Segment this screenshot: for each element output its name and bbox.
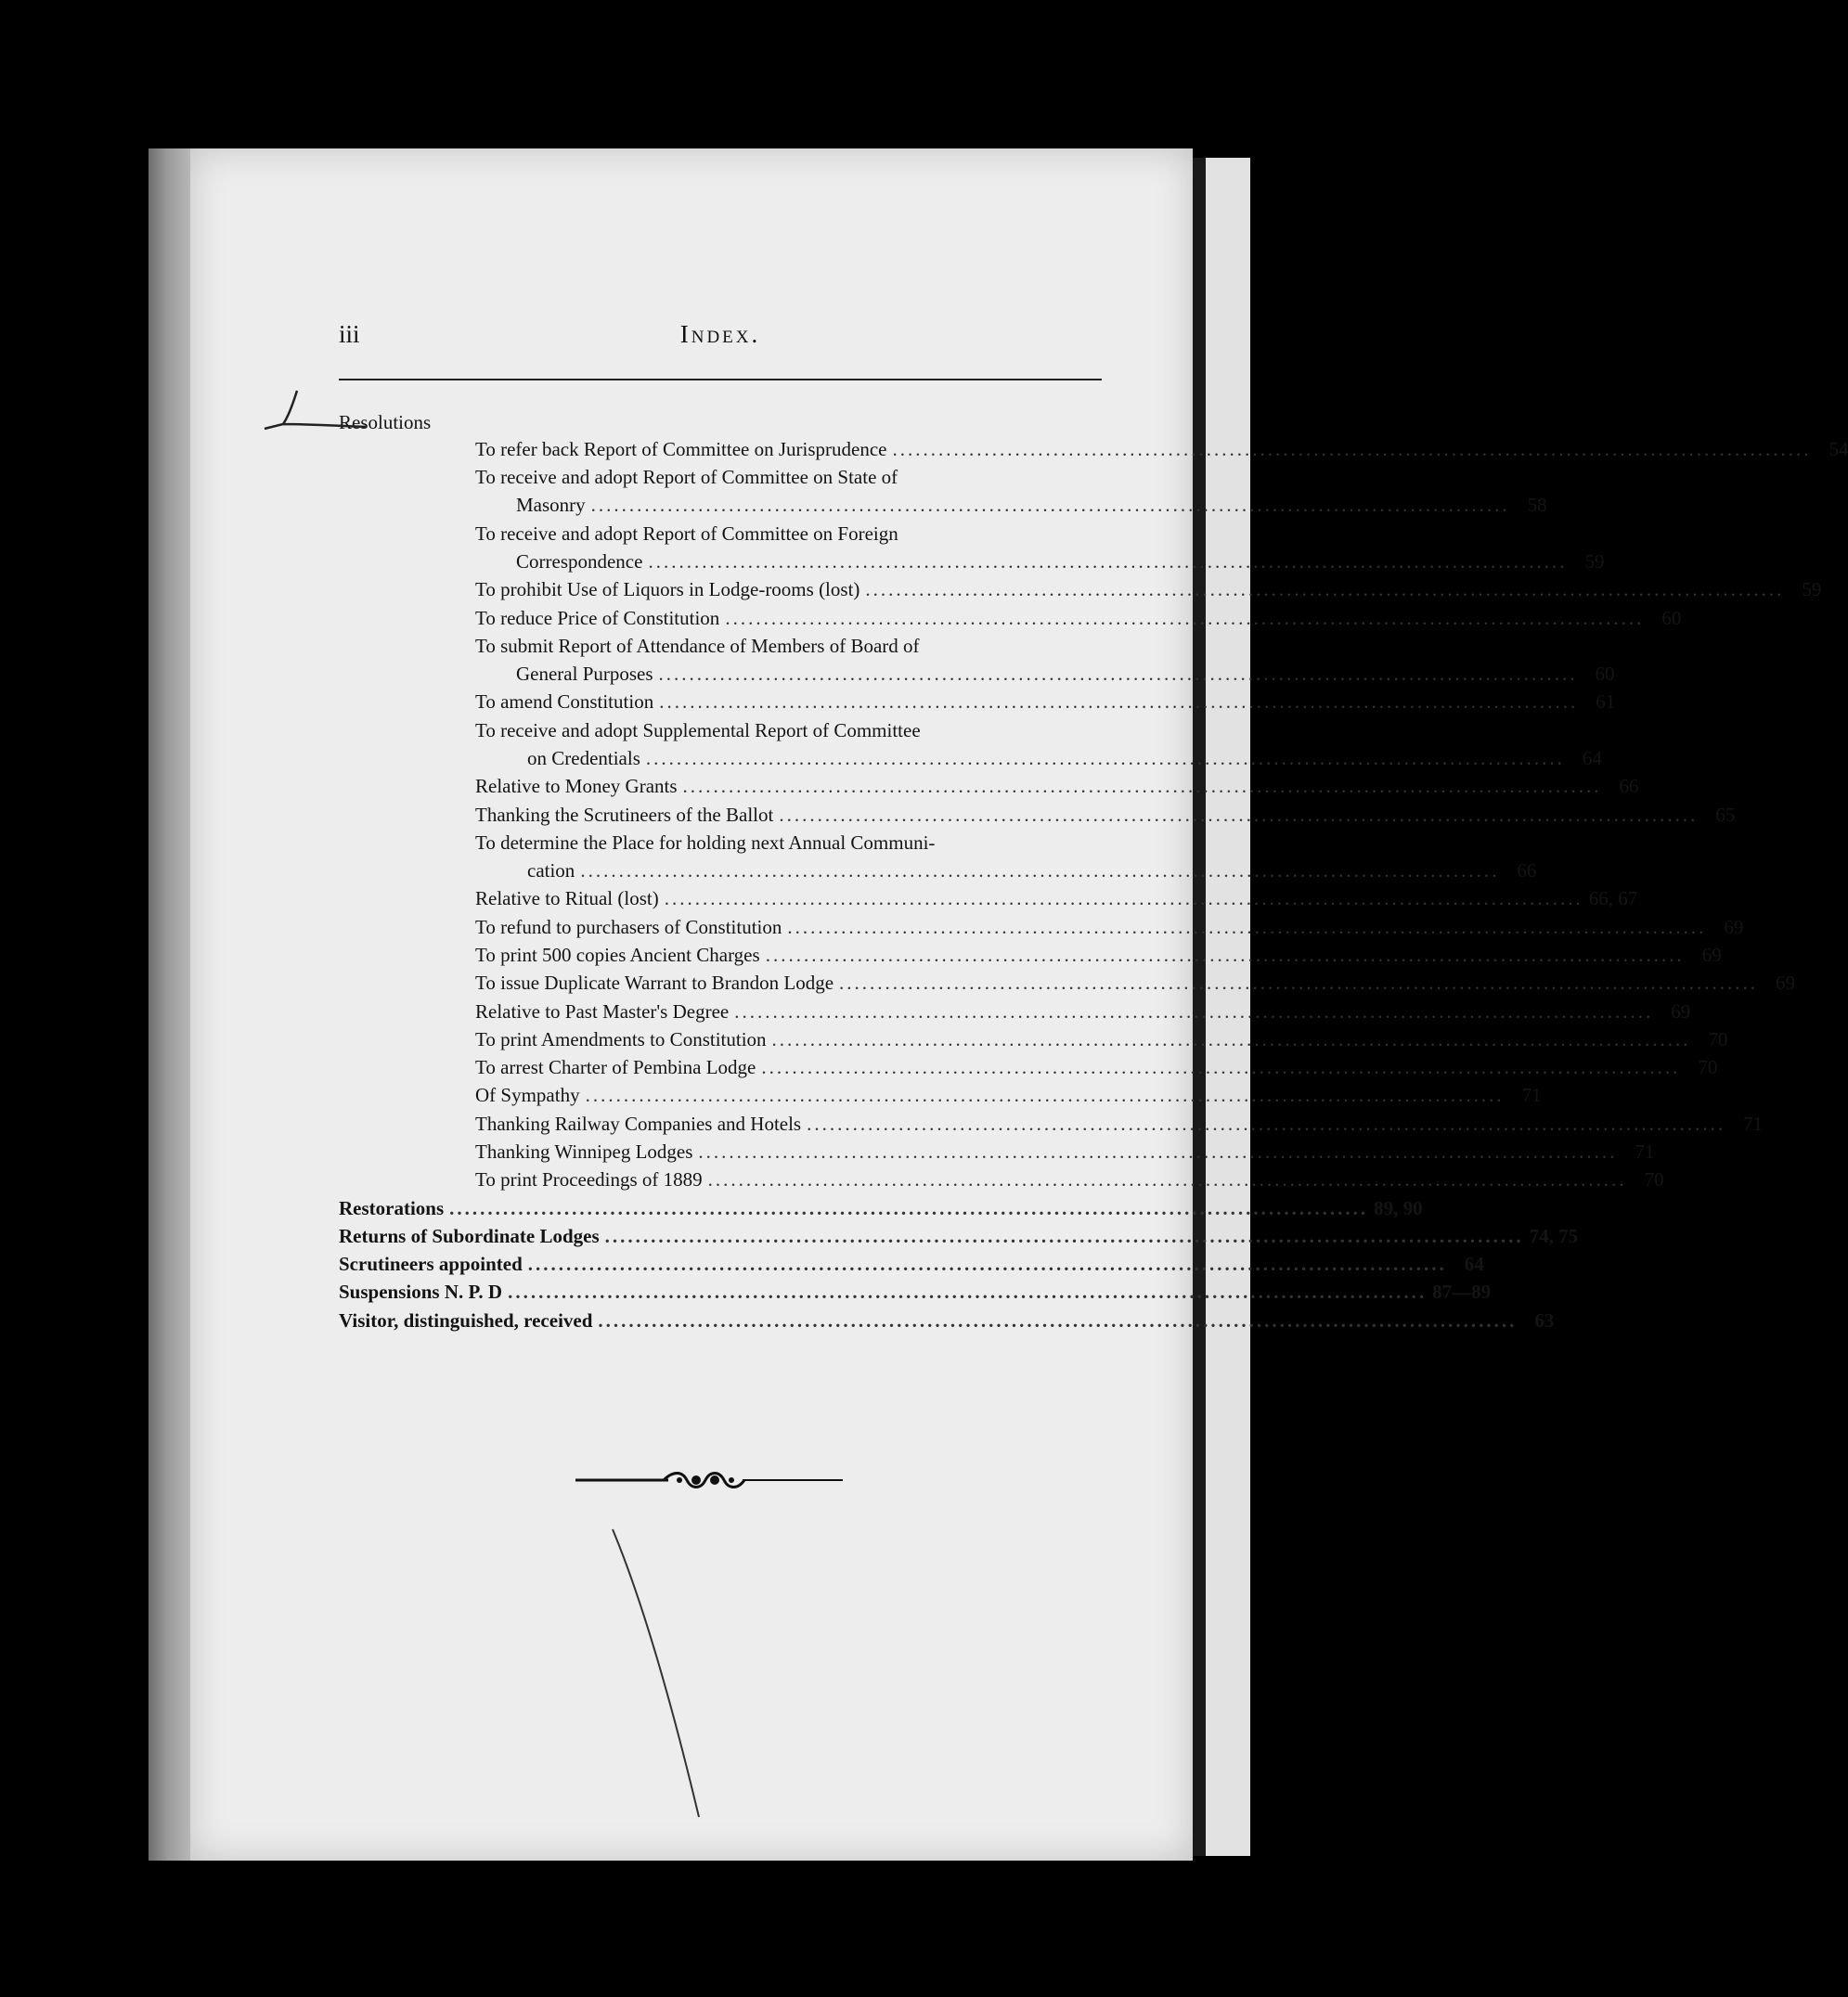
entry-text: cation xyxy=(527,859,575,882)
dot-leader: ........................................................................................................................ xyxy=(839,972,1759,994)
entry-text: To prohibit Use of Liquors in Lodge-rooms (lost) xyxy=(475,578,860,600)
dot-leader: ........................................................................................................................ xyxy=(734,1000,1654,1023)
dot-leader: ........................................................................................................................ xyxy=(658,663,1578,685)
dot-leader: ........................................................................................................................ xyxy=(645,747,1565,769)
ornament-divider xyxy=(575,1462,845,1499)
entry-text: Relative to Past Master's Degree xyxy=(475,1000,730,1023)
dot-leader: ........................................................................................................................ xyxy=(892,438,1812,460)
entry-page-number: 65 xyxy=(1715,804,1736,826)
index-entry xyxy=(475,604,1682,632)
entry-text: To print 500 copies Ancient Charges xyxy=(475,944,760,966)
entry-text: Scrutineers appointed xyxy=(339,1253,523,1275)
entry-text: Thanking Railway Companies and Hotels xyxy=(475,1113,802,1135)
entry-text: To submit Report of Attendance of Members of Board of xyxy=(475,635,920,657)
index-entry xyxy=(339,1307,1555,1334)
index-entry xyxy=(516,660,1615,688)
entry-text: To determine the Place for holding next Annual Communi- xyxy=(475,831,936,854)
entry-text: To print Proceedings of 1889 xyxy=(475,1168,703,1191)
entry-page-number: 70 xyxy=(1644,1168,1664,1191)
section-heading-resolutions: Resolutions xyxy=(339,411,432,433)
entry-page-number: 66 xyxy=(1619,775,1639,797)
index-entry xyxy=(527,744,1602,772)
index-entry xyxy=(475,688,1616,715)
entry-text: General Purposes xyxy=(516,663,653,685)
entry-text: Masonry xyxy=(516,494,586,516)
entry-page-number: 59 xyxy=(1802,578,1822,600)
dot-leader: ........................................................................................................................ xyxy=(765,944,1685,966)
entry-text: Suspensions N. P. D xyxy=(339,1281,503,1303)
dot-leader: ........................................................................................................................ xyxy=(698,1140,1618,1163)
entry-page-number: 71 xyxy=(1521,1084,1542,1106)
entry-text: To amend Constitution xyxy=(475,690,654,713)
dot-leader: ........................................................................................................................ xyxy=(598,1309,1518,1332)
index-entry xyxy=(516,491,1547,519)
index-entry xyxy=(475,463,1061,491)
entry-page-number: 69 xyxy=(1724,916,1744,938)
entry-page-number: 74, 75 xyxy=(1529,1225,1579,1247)
entry-page-number: 60 xyxy=(1661,607,1682,629)
dot-leader: ........................................................................................................................ xyxy=(779,804,1699,826)
dot-leader: ........................................................................................................................ xyxy=(590,494,1510,516)
index-entry xyxy=(475,1025,1728,1053)
dot-leader: ........................................................................................................................ xyxy=(580,859,1500,882)
entry-text: Of Sympathy xyxy=(475,1084,580,1106)
page-header xyxy=(339,320,1102,362)
entry-page-number: 60 xyxy=(1595,663,1615,685)
dot-leader: ........................................................................................................................ xyxy=(771,1028,1691,1050)
index-entry xyxy=(339,1194,1423,1222)
pencil-mark xyxy=(255,385,441,441)
entry-page-number: 89, 90 xyxy=(1374,1197,1423,1219)
entry-page-number: 87—89 xyxy=(1432,1281,1492,1303)
header-rule xyxy=(339,379,1102,380)
entry-text: To refund to purchasers of Constitution xyxy=(475,916,782,938)
entry-page-number: 70 xyxy=(1698,1056,1718,1078)
entry-text: To print Amendments to Constitution xyxy=(475,1028,767,1050)
index-entry xyxy=(475,632,1061,660)
entry-text: on Credentials xyxy=(527,747,640,769)
dot-leader: ........................................................................................................................ xyxy=(604,1225,1524,1247)
dot-leader: ........................................................................................................................ xyxy=(807,1113,1726,1135)
entry-page-number: 64 xyxy=(1464,1253,1484,1275)
index-entry xyxy=(475,1081,1542,1109)
entry-page-number: 66, 67 xyxy=(1588,887,1638,909)
entry-text: To receive and adopt Report of Committee on State of xyxy=(475,466,898,488)
entry-text: Returns of Subordinate Lodges xyxy=(339,1225,600,1247)
index-entry xyxy=(527,857,1537,884)
entry-page-number: 69 xyxy=(1671,1000,1691,1023)
index-entry xyxy=(339,1222,1579,1250)
index-entry xyxy=(475,1138,1655,1166)
page-number: iii xyxy=(339,320,360,348)
entry-text: Restorations xyxy=(339,1197,445,1219)
index-entry xyxy=(475,716,1061,744)
entry-page-number: 54 xyxy=(1829,438,1848,460)
entry-page-number: 71 xyxy=(1743,1113,1764,1135)
index-entry xyxy=(339,1250,1484,1278)
entry-text: Relative to Money Grants xyxy=(475,775,678,797)
entry-text: To arrest Charter of Pembina Lodge xyxy=(475,1056,756,1078)
index-entry xyxy=(475,772,1639,800)
entry-text: To reduce Price of Constitution xyxy=(475,607,720,629)
entry-text: Relative to Ritual (lost) xyxy=(475,887,659,909)
dot-leader: ........................................................................................................................ xyxy=(508,1281,1428,1303)
index-entry xyxy=(475,941,1722,969)
entry-text: To refer back Report of Committee on Jurisprudence xyxy=(475,438,887,460)
dot-leader: ........................................................................................................................ xyxy=(659,690,1579,713)
index-entry xyxy=(475,829,1061,857)
entry-text: Thanking the Scrutineers of the Ballot xyxy=(475,804,774,826)
entry-text: To receive and adopt Supplemental Report of Committee xyxy=(475,719,921,741)
entry-text: To receive and adopt Report of Committee on Foreign xyxy=(475,522,898,545)
entry-text: Correspondence xyxy=(516,550,643,573)
entry-page-number: 70 xyxy=(1708,1028,1728,1050)
index-entry xyxy=(475,1053,1718,1081)
entry-page-number: 63 xyxy=(1534,1309,1555,1332)
dot-leader: ........................................................................................................................ xyxy=(682,775,1602,797)
index-entry xyxy=(475,575,1822,603)
entry-text: Thanking Winnipeg Lodges xyxy=(475,1140,693,1163)
book-spine-edge xyxy=(149,148,195,1861)
index-entry xyxy=(339,1278,1492,1306)
index-entry xyxy=(516,548,1605,575)
pencil-stroke xyxy=(603,1522,715,1828)
dot-leader: ........................................................................................................................ xyxy=(648,550,1568,573)
dot-leader: ........................................................................................................................ xyxy=(449,1197,1369,1219)
dot-leader: ........................................................................................................................ xyxy=(725,607,1645,629)
dot-leader: ........................................................................................................................ xyxy=(707,1168,1627,1191)
dot-leader: ........................................................................................................................ xyxy=(585,1084,1505,1106)
dot-leader: ........................................................................................................................ xyxy=(527,1253,1447,1275)
entry-page-number: 61 xyxy=(1596,690,1616,713)
entry-page-number: 69 xyxy=(1701,944,1722,966)
entry-page-number: 71 xyxy=(1635,1140,1655,1163)
index-entry xyxy=(475,520,1061,548)
entry-text: To issue Duplicate Warrant to Brandon Lodge xyxy=(475,972,834,994)
entry-page-number: 58 xyxy=(1527,494,1547,516)
entry-page-number: 59 xyxy=(1584,550,1605,573)
dot-leader: ........................................................................................................................ xyxy=(761,1056,1681,1078)
dot-leader: ........................................................................................................................ xyxy=(787,916,1707,938)
index-entry xyxy=(475,801,1736,829)
entry-page-number: 64 xyxy=(1582,747,1602,769)
page-title: Index. xyxy=(679,320,761,348)
index-entry xyxy=(475,969,1796,997)
dot-leader: ........................................................................................................................ xyxy=(865,578,1785,600)
index-entry xyxy=(475,884,1638,912)
dot-leader: ........................................................................................................................ xyxy=(664,887,1583,909)
index-entry xyxy=(475,998,1691,1025)
index-entry xyxy=(475,435,1848,463)
index-entry xyxy=(475,1110,1764,1138)
entry-text: Visitor, distinguished, received xyxy=(339,1309,593,1332)
entry-page-number: 69 xyxy=(1776,972,1796,994)
entry-page-number: 66 xyxy=(1517,859,1537,882)
index-entry xyxy=(475,913,1744,941)
index-entry xyxy=(475,1166,1664,1193)
